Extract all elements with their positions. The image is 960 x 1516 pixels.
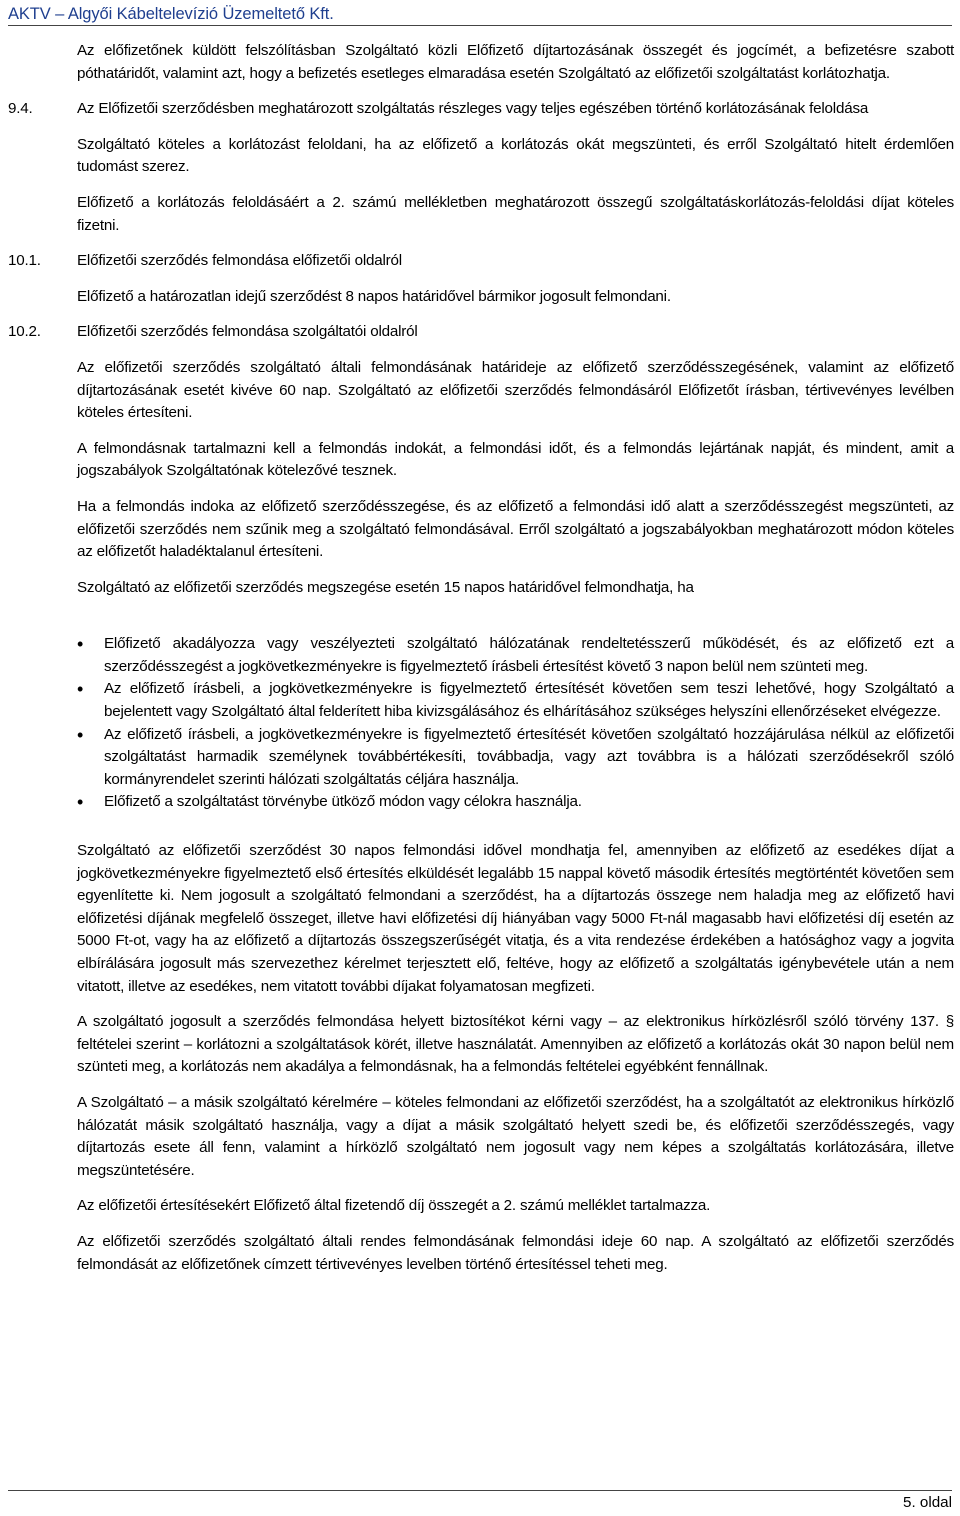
section-10-2-paragraph-7: A Szolgáltató – a másik szolgáltató kérelmére – köteles felmondani az előfizetői szerződést, ha a szolgáltatót az elektronikus hírközlő hálózatát másik szolgáltató használja, vagy a díjat a másik szolgáltató helyett szedi be, és előfizetői szerződésszegés, vagy díjtartozás esete áll fenn, valamint a hírközlő szolgáltató nem jogosult vagy nem képes a szolgáltatás korlátozására, illetve megszüntetésére. xyxy=(77,1093,954,1179)
section-title: Az Előfizetői szerződésben meghatározott szolgáltatás részleges vagy teljes egészében történő korlátozásának feloldása xyxy=(77,100,869,118)
section-10-2-paragraph-5: Szolgáltató az előfizetői szerződést 30 napos felmondási idővel mondhatja fel, amennyiben az előfizető az esedékes díjat a jogkövetkezményekre figyelmeztető első értesítés elküldését legalább 15 nappal követő második értesítés megtörténtét követően sem egyenlítette ki. Nem jogosult a szolgáltató felmondani a szerződést, ha a díjtartozás összege nem haladja meg az előfizető havi előfizetési díjának megfelelő összeget, illetve havi előfizetési díj hiányában vagy 5000 Ft-nál magasabb havi előfizetési díj esetén az 5000 Ft-ot, vagy ha az előfizető a díjtartozás összegszerűségét vitatja, és a vita rendezése érdekében a hatósághoz vagy a jogvita elbírálására jogosult más szervezethez kérelmet terjesztett elő, feltéve, hogy az előfizető a szolgáltatás igénybevétele után a nem vitatott, illetve az esedékes, nem vitatott további díjakat folyamatosan megfizeti. xyxy=(77,842,954,995)
section-9-4-heading xyxy=(8,98,954,121)
section-10-2-paragraph-3: Ha a felmondás indoka az előfizető szerződésszegése, és az előfizető a felmondási idő alatt a szerződésszegést megszünteti, az előfizetői szerződés nem szűnik meg a szolgáltató felmondásával. Erről szolgáltató a jogszabályokban meghatározott módon köteles az előfizetőt haladéktalanul értesíteni. xyxy=(77,497,954,561)
document-body xyxy=(8,40,954,1276)
section-10-2-paragraph-8: Az előfizetői értesítésekért Előfizető által fizetendő díj összegét a 2. számú melléklet tartalmazza. xyxy=(77,1197,711,1215)
section-10-1-paragraph-1: Előfizető a határozatlan idejű szerződést 8 napos határidővel bármikor jogosult felmondani. xyxy=(77,287,671,305)
page-number: 5. oldal xyxy=(903,1494,952,1511)
footer-divider xyxy=(8,1490,952,1491)
section-10-2-paragraph-9: Az előfizetői szerződés szolgáltató általi rendes felmondásának felmondási ideje 60 nap. A szolgáltató az előfizetői szerződés felmondását az előfizetőnek címzett tértivevényes levelben történő értesítéssel teheti meg. xyxy=(77,1232,954,1273)
termination-reasons-list xyxy=(8,633,954,814)
section-number: 10.1. xyxy=(8,252,41,270)
list-item: • Előfizető akadályozza vagy veszélyezteti szolgáltató hálózatának rendeltetésszerű működését, és az előfizető ezt a szerződésszegést a jogkövetkezményekre is figyelmeztető írásbeli értesítést követő 3 napon belül nem szünteti meg. xyxy=(104,633,954,678)
section-10-2-paragraph-4: Szolgáltató az előfizetői szerződés megszegése esetén 15 napos határidővel felmondhatja, ha xyxy=(77,578,694,596)
header-divider xyxy=(8,25,952,26)
page-header-title: AKTV – Algyői Kábeltelevízió Üzemeltető Kft. xyxy=(8,5,334,23)
section-10-2-paragraph-6: A szolgáltató jogosult a szerződés felmondása helyett biztosítékot kérni vagy – az elektronikus hírközlésről szóló törvény 137. § feltételei szerint – korlátozni a szolgáltatások körét, illetve használatát. Amennyiben az előfizető a korlátozás okát 30 napon belül nem szünteti meg, a korlátozás nem akadálya a felmondásnak, ha a felmondás feltételei egyébként fennállnak. xyxy=(77,1013,954,1076)
section-title: Előfizetői szerződés felmondása előfizetői oldalról xyxy=(77,252,402,270)
section-10-2-heading xyxy=(8,321,954,344)
list-item: • Az előfizető írásbeli, a jogkövetkezményekre is figyelmeztető értesítését követően sem teszi lehetővé, hogy Szolgáltató a bejelentett vagy Szolgáltató által felderített hiba kivizsgálásához és elhárításához szükséges helyszíni ellenőrzéseket elvégezze. xyxy=(104,678,954,723)
list-item: • Előfizető a szolgáltatást törvénybe ütköző módon vagy célokra használja. xyxy=(104,791,954,814)
intro-paragraph: Az előfizetőnek küldött felszólításban Szolgáltató közli Előfizető díjtartozásának összegét és jogcímét, a befizetésre szabott póthatáridőt, valamint azt, hogy a befizetés esetleges elmaradása esetén Szolgáltató az előfizetői szolgáltatást korlátozhatja. xyxy=(77,42,954,82)
section-title: Előfizetői szerződés felmondása szolgáltatói oldalról xyxy=(77,323,418,341)
section-9-4-paragraph-1: Szolgáltató köteles a korlátozást feloldani, ha az előfizető a korlátozás okát megszünteti, és erről Szolgáltató hitelt érdemlően tudomást szerez. xyxy=(77,135,954,176)
section-10-2-paragraph-2: A felmondásnak tartalmazni kell a felmondás indokát, a felmondási időt, és a felmondás lejártának napját, és mindent, amit a jogszabályok Szolgáltatónak kötelezővé tesznek. xyxy=(77,439,954,480)
section-9-4-paragraph-2: Előfizető a korlátozás feloldásáért a 2. számú mellékletben meghatározott összegű szolgáltatáskorlátozás-feloldási díjat köteles fizetni. xyxy=(77,193,954,234)
section-10-1-heading xyxy=(8,250,954,273)
section-10-2-paragraph-1: Az előfizetői szerződés szolgáltató általi felmondásának határideje az előfizető szerződésszegésének, valamint az előfizető díjtartozásának esetét kivéve 60 nap. Szolgáltató az előfizetői szerződés felmondásáról Előfizetőt írásban, tértivevényes levélben köteles értesíteni. xyxy=(77,358,954,422)
section-number: 10.2. xyxy=(8,323,41,341)
section-number: 9.4. xyxy=(8,100,33,118)
list-item: • Az előfizető írásbeli, a jogkövetkezményekre is figyelmeztető értesítését követően szolgáltató hozzájárulása nélkül az előfizetői szolgáltatást harmadik személynek továbbértékesíti, továbbadja, vagy azt továbbra is a hálózati szerződésekről szóló kormányrendelet szerinti hálózati szolgáltatás céljára használja. xyxy=(104,724,954,792)
